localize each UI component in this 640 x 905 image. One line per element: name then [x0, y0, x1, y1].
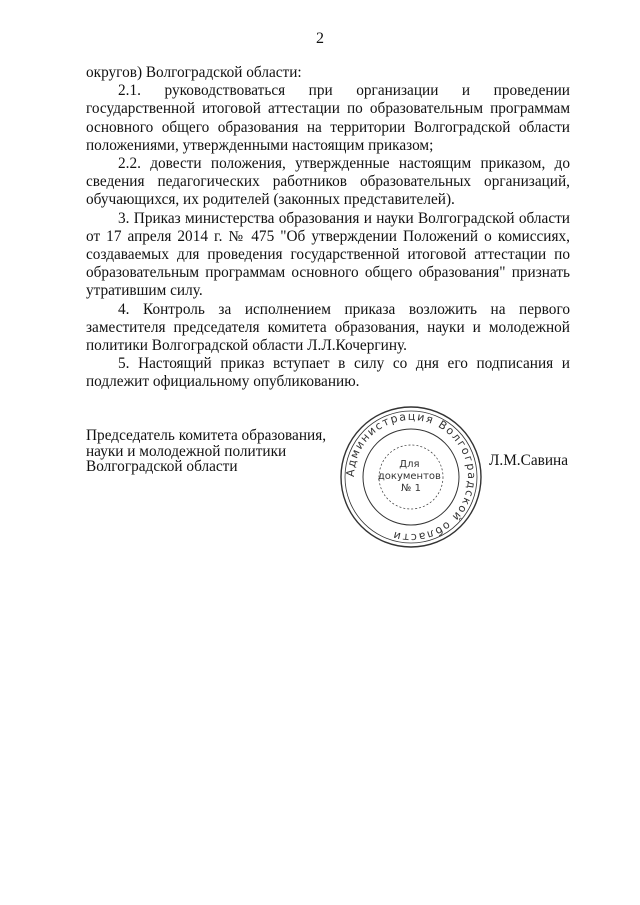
paragraph-2-2: 2.2. довести положения, утвержденные настоящим приказом, до сведения педагогических работников образовательных организаций, обучающихся, их родителей (законных представителей).: [86, 155, 570, 209]
signatory-position-line: Председатель комитета образования,: [86, 427, 327, 444]
page-number: 2: [316, 30, 324, 47]
paragraph-3: 3. Приказ министерства образования и науки Волгоградской области от 17 апреля 2014 г. № 475 "Об утверждении Положений о комиссиях, создаваемых для проведения государственной итоговой аттестации по образовательным программам основного общего образования" признать утратившим силу.: [86, 209, 570, 300]
seal-inner-text: Для документов № 1: [377, 459, 441, 494]
signatory-position: [86, 428, 346, 475]
signatory-position-line: Волгоградской области: [86, 458, 238, 475]
official-seal-stamp: [337, 403, 485, 551]
seal-graphic: [337, 403, 485, 551]
order-body: [86, 64, 570, 392]
paragraph-continuation: округов) Волгоградской области:: [86, 64, 302, 81]
paragraph-4: 4. Контроль за исполнением приказа возложить на первого заместителя председателя комитета образования, науки и молодежной политики Волгоградской области Л.Л.Кочергину.: [86, 300, 570, 355]
seal-outer-text: Администрация Волгоградской области: [343, 409, 479, 545]
paragraph-5: 5. Настоящий приказ вступает в силу со дня его подписания и подлежит официальному опубликованию.: [86, 355, 570, 391]
signatory-position-line: науки и молодежной политики: [86, 442, 287, 460]
signatory-name: Л.М.Савина: [489, 452, 569, 469]
paragraph-2-1: 2.1. руководствоваться при организации и проведении государственной итоговой аттестации по образовательным программам основного общего образования на территории Волгоградской области положениями, утвержденными настоящим приказом;: [86, 82, 570, 154]
